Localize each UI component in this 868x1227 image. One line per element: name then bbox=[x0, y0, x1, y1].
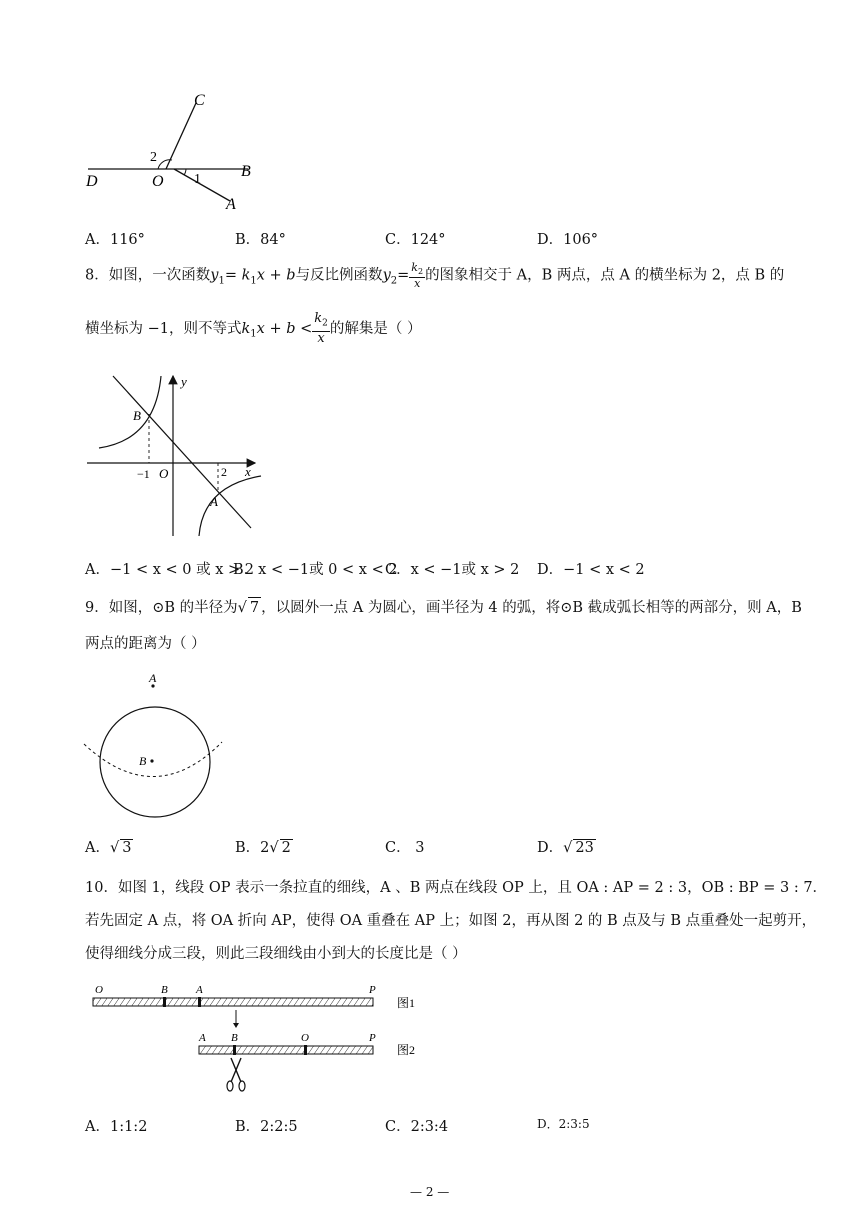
hyperbola-branch-2 bbox=[99, 376, 161, 448]
fig1-label-b: B bbox=[161, 984, 168, 996]
q7-option-d[interactable]: D．106° bbox=[537, 232, 599, 248]
page-number: — 2 — bbox=[410, 1185, 450, 1199]
q10-line-1: 10．如图 1，线段 OP 表示一条拉直的细线，A 、B 两点在线段 OP 上，且 OA : AP = 2 : 3，OB : BP = 3 : 7． bbox=[85, 880, 828, 896]
q8-option-a[interactable]: A．−1 < x < 0 或 x > 2 bbox=[85, 562, 254, 578]
scissors-icon bbox=[227, 1058, 245, 1091]
fig2-caption: 图2 bbox=[397, 1043, 416, 1057]
fig2-label-p: P bbox=[369, 1032, 376, 1044]
label-neg1: −1 bbox=[137, 467, 150, 481]
label-2: 2 bbox=[221, 465, 227, 479]
fig2-mark-b bbox=[233, 1045, 236, 1055]
ray-oa bbox=[174, 169, 230, 201]
q10-option-c[interactable]: C．2:3:4 bbox=[385, 1119, 449, 1135]
point-b bbox=[150, 759, 153, 762]
fig2-bar bbox=[199, 1046, 373, 1054]
q8-line-2: 横坐标为 −1，则不等式$k_1x + b$ < $\frac{k_2}{x}$ 的解集是（ ） bbox=[85, 311, 422, 346]
fig1-label-a: A bbox=[196, 984, 203, 996]
q9-option-c[interactable]: C． 3 bbox=[385, 840, 425, 856]
label-d: D bbox=[86, 173, 98, 190]
fig1-bar bbox=[93, 998, 373, 1006]
fig1-mark-a bbox=[198, 997, 201, 1007]
label-a: A bbox=[149, 671, 157, 685]
q7-option-c[interactable]: C．124° bbox=[385, 232, 446, 248]
label-b: B bbox=[241, 163, 251, 180]
fig2-mark-o bbox=[304, 1045, 307, 1055]
q10-option-a[interactable]: A．1:1:2 bbox=[85, 1119, 148, 1135]
sqrt-7: 7 bbox=[248, 597, 261, 618]
label-c: C bbox=[194, 92, 205, 109]
q10-string-figure bbox=[85, 978, 445, 1098]
q9-option-a[interactable]: A．√ 3 bbox=[85, 840, 132, 856]
q10-line-2: 若先固定 A 点，将 OA 折向 AP，使得 OA 重叠在 AP 上；如图 2，再从图 2 的 B 点及与 B 点重叠处一起剪开， bbox=[85, 913, 817, 929]
q9-circle-figure bbox=[80, 670, 230, 820]
q8-line-1: 8．如图，一次函数$y_1= k_1x + b$与反比例函数$y_2=$ $\frac{k_2}{x}$ 的图象相交于 A，B 两点，点 A 的横坐标为 2，点 B 的 bbox=[85, 261, 785, 291]
fig1-label-p: P bbox=[369, 984, 376, 996]
q7-option-a[interactable]: A．116° bbox=[85, 232, 145, 248]
angle-1-arc bbox=[184, 169, 186, 175]
fig2-label-o: O bbox=[301, 1032, 309, 1044]
q10-option-b[interactable]: B．2:2:5 bbox=[235, 1119, 298, 1135]
linear-function-line bbox=[113, 376, 251, 528]
fig1-mark-b bbox=[163, 997, 166, 1007]
q7-angle-figure bbox=[80, 85, 270, 215]
fig1-label-o: O bbox=[95, 984, 103, 996]
q10-line-3: 使得细线分成三段，则此三段细线由小到大的长度比是（ ） bbox=[85, 946, 467, 962]
q10-option-d[interactable]: D．2:3:5 bbox=[537, 1117, 590, 1131]
fig2-label-b: B bbox=[231, 1032, 238, 1044]
fig1-caption: 图1 bbox=[397, 996, 416, 1010]
label-1: 1 bbox=[194, 172, 201, 187]
label-a: A bbox=[210, 494, 218, 509]
label-o: O bbox=[152, 173, 164, 190]
q8-option-b[interactable]: B．x < −1或 0 < x < 2 bbox=[233, 562, 398, 578]
q9-option-b[interactable]: B．2√ 2 bbox=[235, 840, 291, 856]
frac-k2-over-x-2: $\frac{k_2}{x}$ bbox=[314, 311, 328, 346]
q7-option-b[interactable]: B．84° bbox=[235, 232, 286, 248]
q9-option-d[interactable]: D．√ 23 bbox=[537, 840, 594, 856]
circle-b bbox=[100, 707, 210, 817]
arc-centered-a bbox=[84, 742, 222, 777]
label-y: y bbox=[181, 374, 187, 389]
q8-graph bbox=[85, 370, 265, 540]
q9-line-1: 9．如图，⊙B 的半径为√ 7 ，以圆外一点 A 为圆心，画半径为 4 的弧，将⊙B 截成弧长相等的两部分，则 A，B bbox=[85, 597, 802, 618]
label-a: A bbox=[226, 196, 236, 213]
label-b: B bbox=[139, 754, 147, 768]
frac-k2-over-x: $\frac{k_2}{x}$ bbox=[411, 261, 424, 291]
fig2-label-a: A bbox=[199, 1032, 206, 1044]
ray-oc bbox=[166, 103, 196, 169]
hyperbola-branch-4 bbox=[199, 476, 261, 536]
label-x: x bbox=[245, 464, 251, 479]
q8-option-d[interactable]: D．−1 < x < 2 bbox=[537, 562, 645, 578]
q9-line-2: 两点的距离为（ ） bbox=[85, 636, 206, 652]
q8-option-c[interactable]: C．x < −1或 x > 2 bbox=[385, 562, 520, 578]
label-o: O bbox=[159, 466, 169, 481]
label-b: B bbox=[133, 408, 141, 423]
label-2: 2 bbox=[150, 150, 157, 165]
